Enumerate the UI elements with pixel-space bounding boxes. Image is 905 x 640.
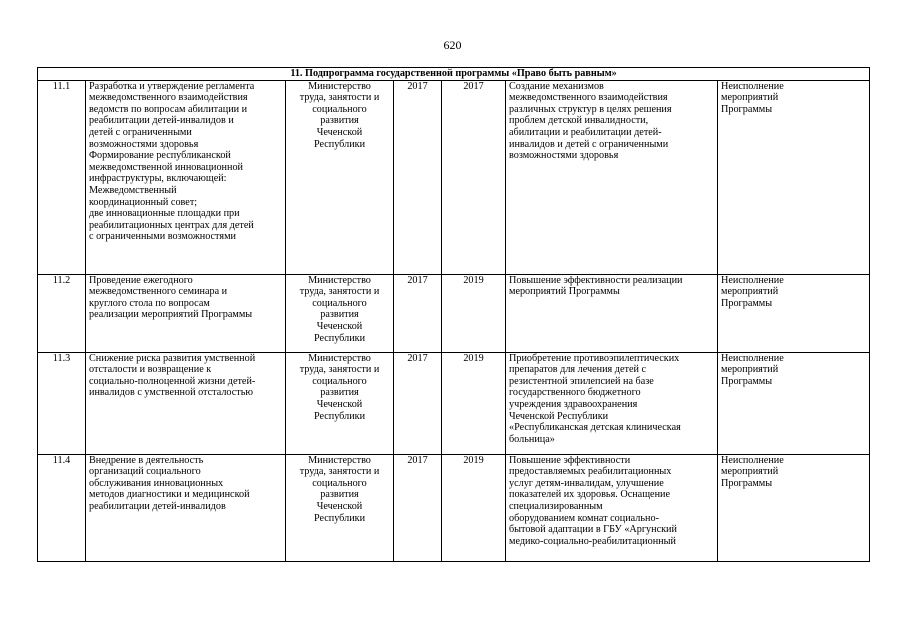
event-description bbox=[86, 454, 286, 561]
row-number: 11.4 bbox=[38, 454, 86, 561]
start-year: 2017 bbox=[394, 80, 442, 274]
cell-line: межведомственного семинара и bbox=[89, 286, 228, 298]
cell-line: Чеченской bbox=[316, 126, 363, 138]
cell-line: Внедрение в деятельность bbox=[89, 454, 204, 466]
cell-line: социального bbox=[312, 297, 367, 309]
event-description bbox=[86, 80, 286, 274]
cell-line: возможностями здоровья bbox=[509, 150, 619, 162]
cell-line: услуг детям-инвалидам, улучшение bbox=[509, 477, 664, 489]
page-number: 620 bbox=[443, 38, 462, 52]
cell-line: труда, занятости и bbox=[299, 364, 380, 376]
program-table bbox=[37, 67, 870, 562]
cell-line: координационный совет; bbox=[89, 196, 198, 208]
cell-line: детей с ограниченными bbox=[89, 126, 192, 138]
cell-line: Программы bbox=[721, 477, 773, 489]
cell-line: Разработка и утверждение регламента bbox=[89, 80, 255, 92]
cell-line: Республики bbox=[313, 138, 366, 150]
cell-line: Республики bbox=[313, 410, 366, 422]
start-year: 2017 bbox=[394, 352, 442, 454]
cell-line: различных структур в целях решения bbox=[509, 103, 672, 115]
cell-line: межведомственного взаимодействия bbox=[89, 92, 248, 104]
cell-line: реабилитации детей-инвалидов bbox=[89, 500, 226, 512]
event-description bbox=[86, 352, 286, 454]
cell-line: инфраструктуры, включающей: bbox=[89, 173, 227, 185]
executor bbox=[286, 352, 394, 454]
expected-result bbox=[506, 274, 718, 352]
cell-line: труда, занятости и bbox=[299, 92, 380, 104]
cell-line: Программы bbox=[721, 375, 773, 387]
cell-line: Формирование республиканской bbox=[89, 150, 231, 162]
cell-line: развития bbox=[320, 115, 359, 127]
cell-line: с ограниченными возможностями bbox=[89, 231, 236, 243]
cell-line: Чеченской Республики bbox=[509, 410, 609, 422]
risk-consequence bbox=[718, 454, 870, 561]
row-number: 11.2 bbox=[38, 274, 86, 352]
cell-line: две инновационные площадки при bbox=[89, 208, 240, 220]
cell-line: реабилитации детей-инвалидов и bbox=[89, 115, 234, 127]
cell-line: Министерство bbox=[308, 80, 371, 92]
table-row bbox=[38, 274, 870, 352]
expected-result bbox=[506, 352, 718, 454]
cell-line: препаратов для лечения детей с bbox=[509, 364, 646, 376]
cell-line: инвалидов с умственной отсталостью bbox=[89, 387, 253, 399]
cell-line: развития bbox=[320, 387, 359, 399]
end-year: 2019 bbox=[442, 454, 506, 561]
cell-line: реабилитационных центрах для детей bbox=[89, 219, 254, 231]
start-year: 2017 bbox=[394, 274, 442, 352]
cell-line: инвалидов и детей с ограниченными bbox=[509, 138, 669, 150]
table-row bbox=[38, 454, 870, 561]
cell-line: специализированным bbox=[509, 500, 603, 512]
cell-line: социального bbox=[312, 375, 367, 387]
event-description bbox=[86, 274, 286, 352]
cell-line: показателей их здоровья. Оснащение bbox=[509, 489, 670, 501]
cell-line: социального bbox=[312, 477, 367, 489]
cell-line: ведомств по вопросам абилитации и bbox=[89, 103, 248, 115]
row-number: 11.3 bbox=[38, 352, 86, 454]
cell-line: развития bbox=[320, 309, 359, 321]
section-title: 11. Подпрограмма государственной программы «Право быть равным» bbox=[38, 68, 870, 81]
cell-line: мероприятий Программы bbox=[509, 286, 620, 298]
cell-line: Чеченской bbox=[316, 320, 363, 332]
risk-consequence bbox=[718, 80, 870, 274]
table-row bbox=[38, 80, 870, 274]
cell-line: Неисполнение bbox=[721, 274, 784, 286]
cell-line: реализации мероприятий Программы bbox=[89, 309, 253, 321]
cell-line: Проведение ежегодного bbox=[89, 274, 193, 286]
end-year: 2017 bbox=[442, 80, 506, 274]
cell-line: круглого стола по вопросам bbox=[89, 297, 210, 309]
cell-line: социально-полноценной жизни детей- bbox=[89, 375, 256, 387]
cell-line: Республики bbox=[313, 332, 366, 344]
end-year: 2019 bbox=[442, 274, 506, 352]
cell-line: Министерство bbox=[308, 454, 371, 466]
cell-line: «Республиканская детская клиническая bbox=[509, 422, 681, 434]
cell-line: государственного бюджетного bbox=[509, 387, 641, 399]
cell-line: мероприятий bbox=[721, 92, 779, 104]
cell-line: Программы bbox=[721, 103, 773, 115]
cell-line: Повышение эффективности bbox=[509, 454, 631, 466]
cell-line: больница» bbox=[509, 433, 555, 445]
risk-consequence bbox=[718, 352, 870, 454]
cell-line: труда, занятости и bbox=[299, 466, 380, 478]
cell-line: Чеченской bbox=[316, 500, 363, 512]
cell-line: Министерство bbox=[308, 274, 371, 286]
cell-line: Министерство bbox=[308, 352, 371, 364]
cell-line: предоставляемых реабилитационных bbox=[509, 466, 672, 478]
cell-line: мероприятий bbox=[721, 466, 779, 478]
executor bbox=[286, 274, 394, 352]
cell-line: труда, занятости и bbox=[299, 286, 380, 298]
cell-line: Чеченской bbox=[316, 398, 363, 410]
cell-line: обслуживания инновационных bbox=[89, 477, 224, 489]
cell-line: организаций социального bbox=[89, 466, 201, 478]
table-row bbox=[38, 352, 870, 454]
cell-line: медико-социально-реабилитационный bbox=[509, 535, 676, 547]
cell-line: проблем детской инвалидности, bbox=[509, 115, 649, 127]
section-header-row bbox=[38, 68, 870, 81]
cell-line: учреждения здравоохранения bbox=[509, 398, 638, 410]
end-year: 2019 bbox=[442, 352, 506, 454]
cell-line: Программы bbox=[721, 297, 773, 309]
cell-line: Неисполнение bbox=[721, 454, 784, 466]
cell-line: Республики bbox=[313, 512, 366, 524]
expected-result bbox=[506, 80, 718, 274]
cell-line: мероприятий bbox=[721, 286, 779, 298]
cell-line: социального bbox=[312, 103, 367, 115]
cell-line: Неисполнение bbox=[721, 80, 784, 92]
start-year: 2017 bbox=[394, 454, 442, 561]
risk-consequence bbox=[718, 274, 870, 352]
cell-line: Снижение риска развития умственной bbox=[89, 352, 256, 364]
cell-line: резистентной эпилепсией на базе bbox=[509, 375, 654, 387]
cell-line: отсталости и возвращение к bbox=[89, 364, 212, 376]
cell-line: оборудованием комнат социально- bbox=[509, 512, 659, 524]
cell-line: мероприятий bbox=[721, 364, 779, 376]
executor bbox=[286, 80, 394, 274]
cell-line: методов диагностики и медицинской bbox=[89, 489, 250, 501]
cell-line: возможностями здоровья bbox=[89, 138, 199, 150]
row-number: 11.1 bbox=[38, 80, 86, 274]
executor bbox=[286, 454, 394, 561]
cell-line: Приобретение противоэпилептических bbox=[509, 352, 680, 364]
cell-line: бытовой адаптации в ГБУ «Аргунский bbox=[509, 524, 677, 536]
cell-line: абилитации и реабилитации детей- bbox=[509, 126, 662, 138]
cell-line: Создание механизмов bbox=[509, 80, 604, 92]
cell-line: межведомственной инновационной bbox=[89, 161, 244, 173]
cell-line: межведомственного взаимодействия bbox=[509, 92, 668, 104]
expected-result bbox=[506, 454, 718, 561]
cell-line: Межведомственный bbox=[89, 184, 177, 196]
cell-line: Неисполнение bbox=[721, 352, 784, 364]
cell-line: Повышение эффективности реализации bbox=[509, 274, 683, 286]
cell-line: развития bbox=[320, 489, 359, 501]
